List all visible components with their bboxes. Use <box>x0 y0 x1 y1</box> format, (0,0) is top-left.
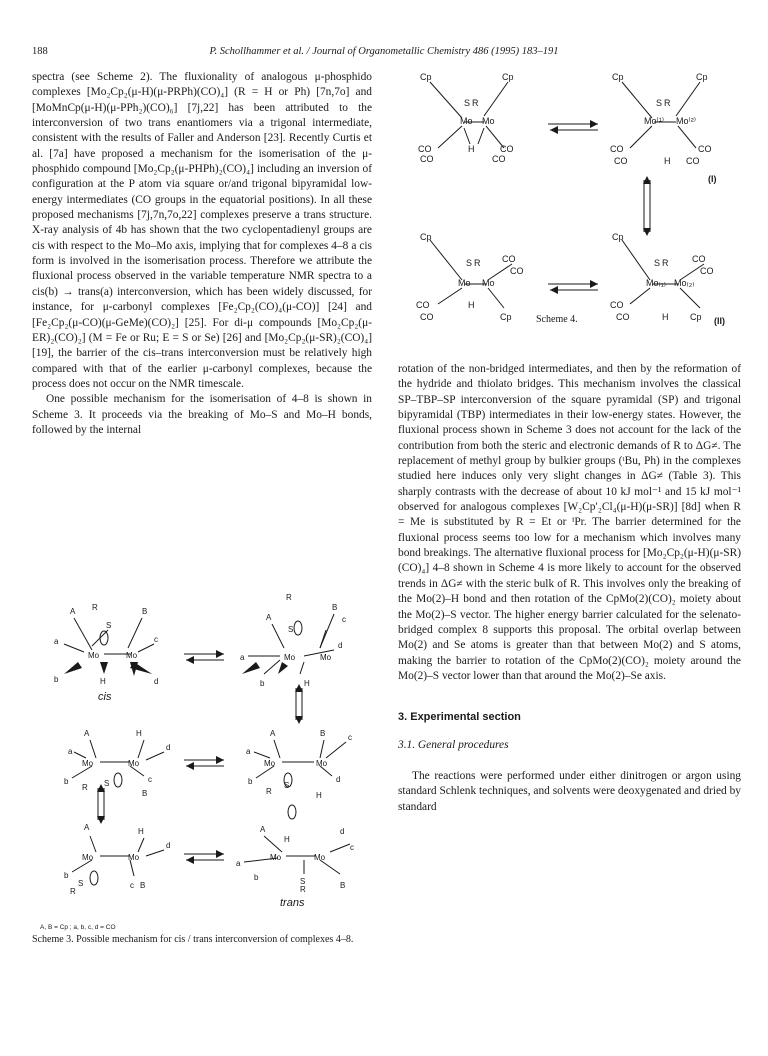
svg-text:Cp: Cp <box>502 72 514 82</box>
page-header <box>32 46 736 62</box>
svg-text:CO: CO <box>416 300 430 310</box>
svg-text:c: c <box>130 881 134 890</box>
svg-text:A: A <box>270 729 276 738</box>
svg-text:H: H <box>662 312 669 322</box>
svg-text:a: a <box>240 653 245 662</box>
svg-text:a: a <box>54 637 59 646</box>
svg-text:Mo: Mo <box>270 853 282 862</box>
svg-text:B: B <box>340 881 346 890</box>
svg-text:Mo: Mo <box>320 653 332 662</box>
scheme3-drawing <box>34 590 368 920</box>
svg-text:H: H <box>284 835 290 844</box>
scheme4-label-ii: (II) <box>714 316 725 326</box>
section-heading: 3. Experimental section <box>398 711 521 724</box>
svg-text:b: b <box>54 675 59 684</box>
svg-text:CO: CO <box>610 144 624 154</box>
scheme4-drawing <box>400 68 736 328</box>
scheme4-caption: Scheme 4. <box>536 314 578 325</box>
svg-text:CO: CO <box>686 156 700 166</box>
svg-text:R: R <box>286 593 292 602</box>
scheme3-figure <box>34 590 368 920</box>
svg-text:H: H <box>664 156 671 166</box>
svg-text:c: c <box>348 733 352 742</box>
svg-text:S: S <box>300 877 306 886</box>
svg-text:R: R <box>474 258 481 268</box>
svg-text:S: S <box>104 779 110 788</box>
svg-text:b: b <box>260 679 265 688</box>
svg-text:b: b <box>64 871 69 880</box>
svg-text:Cp: Cp <box>612 232 624 242</box>
svg-text:A: A <box>84 823 90 832</box>
svg-text:Mo⁽¹⁾: Mo⁽¹⁾ <box>644 116 664 126</box>
svg-text:CO: CO <box>502 254 516 264</box>
svg-text:R: R <box>662 258 669 268</box>
svg-text:Mo: Mo <box>482 116 495 126</box>
svg-text:d: d <box>166 841 171 850</box>
svg-text:B: B <box>142 789 148 798</box>
svg-text:Mo: Mo <box>460 116 473 126</box>
svg-text:A: A <box>260 825 266 834</box>
svg-text:S: S <box>654 258 661 268</box>
svg-text:Mo₍₁₎: Mo₍₁₎ <box>646 278 666 288</box>
svg-text:S: S <box>656 98 663 108</box>
svg-text:B: B <box>320 729 326 738</box>
svg-text:CO: CO <box>616 312 630 322</box>
svg-text:Mo: Mo <box>482 278 495 288</box>
scheme4-label-i: (I) <box>708 174 717 184</box>
scheme4-figure <box>400 68 736 328</box>
svg-text:R: R <box>82 783 88 792</box>
svg-text:CO: CO <box>418 144 432 154</box>
svg-text:Mo: Mo <box>88 651 100 660</box>
svg-text:d: d <box>166 743 171 752</box>
svg-text:Mo₍₂₎: Mo₍₂₎ <box>674 278 695 288</box>
svg-text:Mo: Mo <box>82 759 94 768</box>
svg-text:CO: CO <box>698 144 712 154</box>
svg-text:H: H <box>304 679 310 688</box>
svg-text:H: H <box>100 677 106 686</box>
svg-text:A: A <box>70 607 76 616</box>
running-title: P. Schollhammer et al. / Journal of Organometallic Chemistry 486 (1995) 183–191 <box>209 46 559 57</box>
svg-text:b: b <box>64 777 69 786</box>
svg-text:d: d <box>340 827 345 836</box>
scheme3-label-trans: trans <box>280 897 305 909</box>
svg-text:R: R <box>472 98 479 108</box>
svg-text:CO: CO <box>610 300 624 310</box>
svg-text:CO: CO <box>500 144 514 154</box>
svg-text:d: d <box>154 677 159 686</box>
svg-text:c: c <box>342 615 346 624</box>
svg-text:Mo⁽²⁾: Mo⁽²⁾ <box>676 116 696 126</box>
svg-text:Mo: Mo <box>128 759 140 768</box>
svg-text:Cp: Cp <box>420 232 432 242</box>
svg-text:Mo: Mo <box>458 278 471 288</box>
svg-text:Mo: Mo <box>314 853 326 862</box>
scheme3-legend: A, B = Cp ; a, b, c, d = CO <box>40 924 116 931</box>
svg-text:H: H <box>316 791 322 800</box>
svg-text:CO: CO <box>692 254 706 264</box>
right-column <box>398 362 741 815</box>
svg-text:c: c <box>350 843 354 852</box>
svg-text:S: S <box>466 258 473 268</box>
svg-text:B: B <box>142 607 148 616</box>
body-paragraph-left-1: spectra (see Scheme 2). The fluxionality of analogous μ-phosphido complexes [Mo₂Cp₂(μ-H)(μ-PRPh)(CO)₄] (R = H or Ph) [7n,7o] and [MoMnCp(μ-H)(μ-PPh₂)(CO)₆] [7j,22] has been attributed to the interconversion of two trans enantiomers via a trigonal intermediate, consistent with the results of Faller and Anderson [23]. Recently Curtis et al. [7a] have proposed a mechanism for the isomerisation of the μ-phosphido compound [Mo₂Cp₂(μ-PHPh)₂(CO)₄] including an inversion of configuration at the P atom via square or/and trigonal bipyramidal low-energy intermediates (CO groups in the equatorial positions). In all these proposed mechanisms [7j,7n,7o,22] complexes preserve a trans structure. X-ray analysis of 4b has shown that the two cyclopentadienyl groups are cis with respect to the Mo–Mo axis, implying that for complexes 4–8 a cis form is involved in the isomerisation process. Therefore we attribute the fluxional process observed in the variable temperature NMR spectra to a cis(b) → trans(a) interconversion, which has been widely discussed, for instance, for μ-carbonyl complexes [Fe₂Cp₂(CO)₄(μ-CO)] [24] and [Fe₂Cp₂(μ-CO)(μ-GeMe)(CO)₂] [25]. For di-μ compounds [Mo₂Cp₂(μ-ER)₂(CO)₂] (M = Fe or Ru; E = S or Se) [26] and [Mo₂Cp₂(μ-SR)₂(CO)₄] [19], the barrier of the cis–trans interconversion must be relatively high compared with that of the earlier μ-carbonyl complexes, because the process does not occur on the NMR timescale. <box>32 71 372 390</box>
svg-text:B: B <box>140 881 146 890</box>
svg-text:R: R <box>70 887 76 896</box>
subsection-heading: 3.1. General procedures <box>398 738 509 751</box>
svg-text:H: H <box>468 144 475 154</box>
svg-text:Cp: Cp <box>696 72 708 82</box>
svg-text:B: B <box>332 603 338 612</box>
svg-text:R: R <box>266 787 272 796</box>
svg-text:Cp: Cp <box>690 312 702 322</box>
scheme3-caption: Scheme 3. Possible mechanism for cis / trans interconversion of complexes 4–8. <box>32 934 354 945</box>
svg-text:Mo: Mo <box>126 651 138 660</box>
page-number: 188 <box>32 46 48 57</box>
body-paragraph-left-2: One possible mechanism for the isomerisation of 4–8 is shown in Scheme 3. It proceeds via the breaking of Mo–S and Mo–H bonds, followed by the internal <box>32 393 372 436</box>
svg-text:H: H <box>468 300 475 310</box>
svg-text:CO: CO <box>700 266 714 276</box>
svg-text:b: b <box>248 777 253 786</box>
svg-text:R: R <box>300 885 306 894</box>
svg-text:H: H <box>136 729 142 738</box>
svg-text:Mo: Mo <box>82 853 94 862</box>
scheme3-label-cis: cis <box>98 691 112 703</box>
svg-text:R: R <box>92 603 98 612</box>
svg-text:d: d <box>338 641 343 650</box>
svg-text:CO: CO <box>510 266 524 276</box>
svg-text:CO: CO <box>420 312 434 322</box>
svg-text:c: c <box>154 635 158 644</box>
svg-text:a: a <box>68 747 73 756</box>
svg-text:Mo: Mo <box>284 653 296 662</box>
svg-text:CO: CO <box>420 154 434 164</box>
svg-text:A: A <box>84 729 90 738</box>
svg-text:CO: CO <box>614 156 628 166</box>
svg-text:R: R <box>664 98 671 108</box>
svg-text:CO: CO <box>492 154 506 164</box>
svg-text:Cp: Cp <box>612 72 624 82</box>
svg-text:S: S <box>78 879 84 888</box>
svg-text:c: c <box>148 775 152 784</box>
svg-text:d: d <box>336 775 341 784</box>
svg-text:S: S <box>464 98 471 108</box>
svg-text:S: S <box>106 621 112 630</box>
svg-text:Mo: Mo <box>128 853 140 862</box>
svg-text:a: a <box>246 747 251 756</box>
left-column <box>32 70 372 438</box>
svg-text:A: A <box>266 613 272 622</box>
svg-text:Cp: Cp <box>500 312 512 322</box>
svg-text:Mo: Mo <box>316 759 328 768</box>
svg-text:a: a <box>236 859 241 868</box>
svg-text:b: b <box>254 873 259 882</box>
svg-text:Cp: Cp <box>420 72 432 82</box>
body-paragraph-right-1: rotation of the non-bridged intermediates, and then by the reformation of the hydride and thiolato bridges. This mechanism involves the classical SP–TBP–SP interconversion of the square pyramidal (SP) and trigonal bipyramidal (TBP) intermediates in their low-energy states. However, the fluxional process shown in Scheme 3 does not account for the lack of the contribution from both the steric and electronic demands of R to ΔG≠. The replacement of methyl group by bulkier groups (ᵗBu, Ph) in the complexes studied here induces only very slight changes in ΔG≠ (Table 3). This sharply contrasts with the decrease of about 10 kJ mol⁻¹ and 15 kJ mol⁻¹ observed for analogous complexes [W₂Cp′₂Cl₄(μ-H)(μ-SR)] [8d] when R = Me is substituted by R = Et or ⁱPr. The barrier determined for the fluxional process seems too low for a mechanism which involves many bond breakings. The alternative fluxional process for [Mo₂Cp₂(μ-H)(μ-SR)(CO)₄] 4–8 shown in Scheme 4 is more likely to account for the observed trends in ΔG≠ with the steric bulk of R. This involves only the breaking of the Mo(2)–H bond and then rotation of the CpMo(2)(CO)₂ moiety about the Mo(2)–S vector. The higher energy barrier calculated for the selenato-bridged complex 8 supports this proposal. The orbital overlap between Mo(2) and Se atoms is greater than that between Mo(2) and S atoms, making the barrier to rotation of the CpMo(2)(CO)₂ moiety around the Mo(2)–S vector lower than that around the Mo(2)–Se axis. <box>398 363 741 682</box>
svg-text:S: S <box>288 625 294 634</box>
svg-text:H: H <box>138 827 144 836</box>
body-paragraph-right-2: The reactions were performed under either dinitrogen or argon using standard Schlenk techniques, and solvents were deoxygenated and dried by standard <box>398 769 741 813</box>
svg-text:S: S <box>284 781 290 790</box>
svg-text:Mo: Mo <box>264 759 276 768</box>
